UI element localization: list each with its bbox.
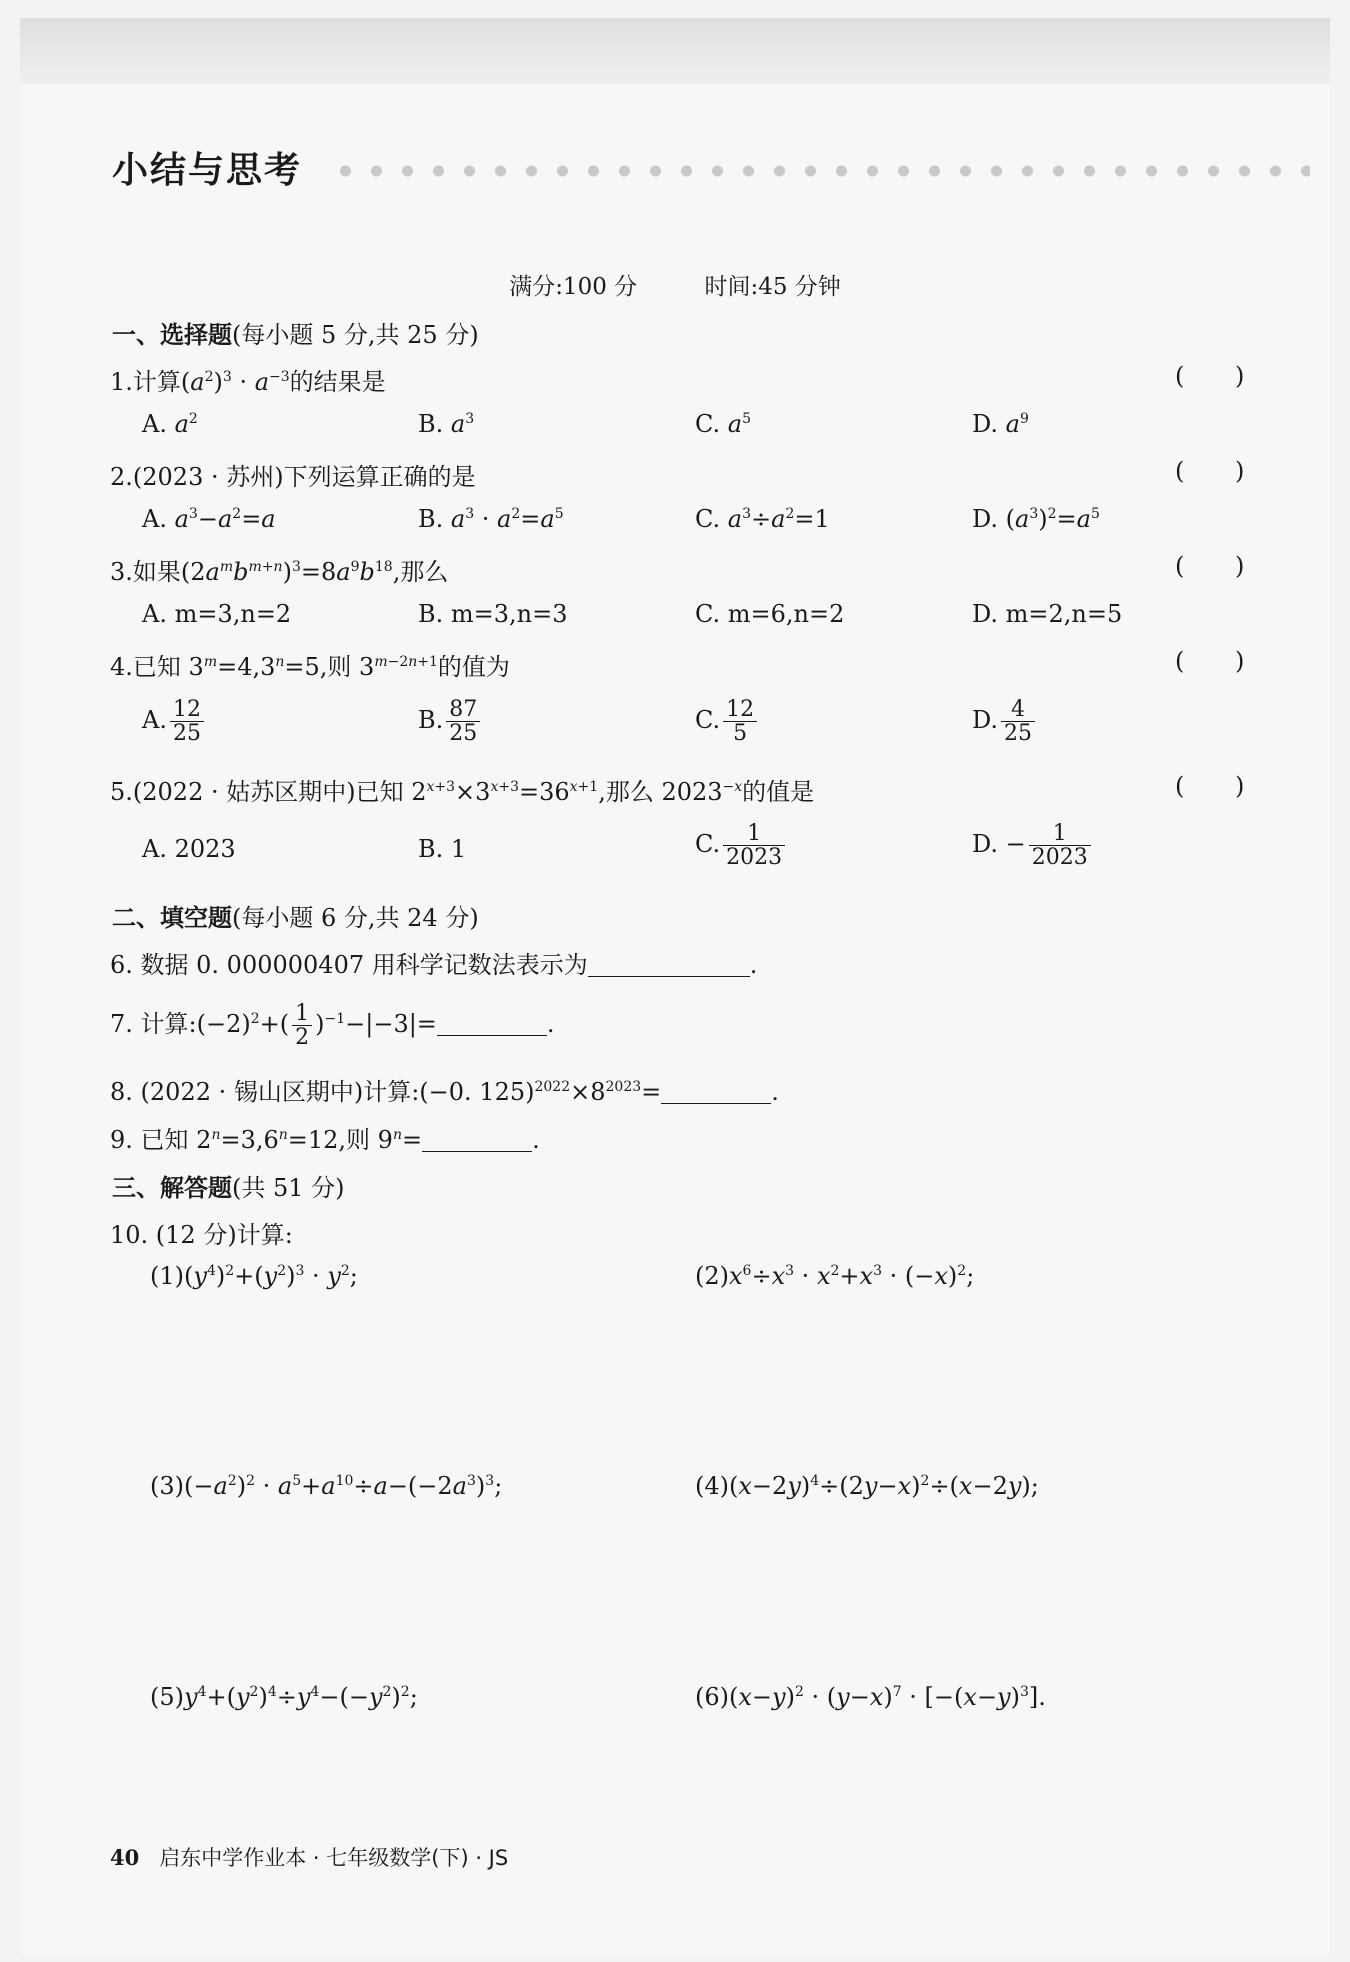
question-5: 5.(2022 · 姑苏区期中)已知 $2^{x+3}\times 3^{x+3}=36^{x+1}$,那么 $2023^{-x}$的值是 <box>110 778 815 806</box>
q10-part-1: $(1)(y^4)^2+(y^2)^3 \cdot y^2$; <box>150 1262 358 1290</box>
q10-part-5: $(5)y^4+(y^2)^4\div y^4-(-y^2)^2$; <box>150 1683 418 1711</box>
answer-paren-3[interactable]: ( ) <box>1175 552 1245 580</box>
page-footer <box>110 1842 508 1872</box>
q3-option-b: B. m=3,n=3 <box>418 600 568 628</box>
question-3: 3.如果$(2a^mb^{m+n})^3=8a^9b^{18}$,那么 <box>110 558 449 586</box>
q4-option-d: D. $\frac{4}{25}$ <box>972 698 1038 745</box>
q2-option-c: C. $a^3\div a^2=1$ <box>695 505 830 533</box>
answer-blank-9[interactable] <box>422 1125 532 1152</box>
q3-option-c: C. m=6,n=2 <box>695 600 845 628</box>
q1-option-d: D. $a^9$ <box>972 410 1029 438</box>
answer-blank-8[interactable] <box>661 1077 771 1104</box>
question-8: 8. (2022 · 锡山区期中)计算:(−0. $125)^{2022}\times 8^{2023}=$ . <box>110 1078 779 1106</box>
q5-option-c: C. $\frac{1}{2023}$ <box>695 822 788 869</box>
page-number: 40 <box>110 1845 140 1870</box>
q4-option-b: B. $\frac{87}{25}$ <box>418 698 483 745</box>
q5-option-b: B. 1 <box>418 835 467 863</box>
q2-option-a: A. $a^3-a^2=a$ <box>142 505 276 533</box>
q5-option-d: D. − $\frac{1}{2023}$ <box>972 822 1094 869</box>
q4-option-a: A. $\frac{12}{25}$ <box>142 698 207 745</box>
section-heading-fill: 二、填空题(每小题 6 分,共 24 分) <box>112 904 479 932</box>
question-6: 6. 数据 0. 000000407 用科学记数法表示为 . <box>110 951 758 979</box>
q1-option-c: C. $a^5$ <box>695 410 752 438</box>
answer-paren-1[interactable]: ( ) <box>1175 362 1245 390</box>
title-dot-rule <box>330 164 1310 178</box>
q1-option-a: A. $a^2$ <box>142 410 198 438</box>
answer-blank-7[interactable] <box>437 1009 547 1036</box>
question-7: 7. 计算$:(-2)^2+$( $\frac{1}{2}$ )$^{-1}$−|−3|= . <box>110 1001 555 1051</box>
q3-option-d: D. m=2,n=5 <box>972 600 1123 628</box>
q10-part-2: $(2)x^6\div x^3 \cdot x^2+x^3 \cdot (-x)^2$; <box>695 1262 975 1290</box>
answer-blank-6[interactable] <box>588 950 750 977</box>
question-10: 10. (12 分)计算: <box>110 1221 293 1249</box>
q10-part-3: $(3)(-a^2)^2 \cdot a^5+a^{10}\div a-(-2a^3)^3$; <box>150 1472 503 1500</box>
q10-part-4: $(4)(x-2y)^4\div(2y-x)^2\div(x-2y)$; <box>695 1472 1039 1500</box>
question-9: 9. 已知 $2^n=3,6^n=12$,则 $9^n=$ . <box>110 1126 540 1154</box>
q3-option-a: A. m=3,n=2 <box>142 600 292 628</box>
question-2: 2.(2023 · 苏州)下列运算正确的是 <box>110 463 476 491</box>
book-title: 启东中学作业本 · 七年级数学(下) · JS <box>159 1846 509 1870</box>
answer-paren-5[interactable]: ( ) <box>1175 772 1245 800</box>
q5-option-a: A. 2023 <box>142 835 236 863</box>
full-score: 满分:100 分 <box>509 274 638 300</box>
answer-paren-2[interactable]: ( ) <box>1175 457 1245 485</box>
q2-option-b: B. $a^3 \cdot a^2=a^5$ <box>418 505 564 533</box>
section-heading-solve: 三、解答题(共 51 分) <box>112 1174 345 1202</box>
question-4: 4.已知 $3^m=4,3^n=5$,则 $3^{m-2n+1}$的值为 <box>110 653 510 681</box>
exam-meta <box>0 268 1350 301</box>
scan-top-shadow <box>20 18 1330 84</box>
page-title: 小结与思考 <box>112 150 303 191</box>
section-heading-choice: 一、选择题(每小题 5 分,共 25 分) <box>112 321 479 349</box>
question-1: 1.计算$(a^2)^3 \cdot a^{-3}$的结果是 <box>110 368 386 396</box>
time-limit: 时间:45 分钟 <box>704 274 841 300</box>
q4-option-c: C. $\frac{12}{5}$ <box>695 698 760 745</box>
q1-option-b: B. $a^3$ <box>418 410 475 438</box>
answer-paren-4[interactable]: ( ) <box>1175 647 1245 675</box>
q10-part-6: $(6)(x-y)^2 \cdot (y-x)^7 \cdot [-(x-y)^3]$. <box>695 1683 1046 1711</box>
q2-option-d: D. $(a^3)^2=a^5$ <box>972 505 1100 533</box>
